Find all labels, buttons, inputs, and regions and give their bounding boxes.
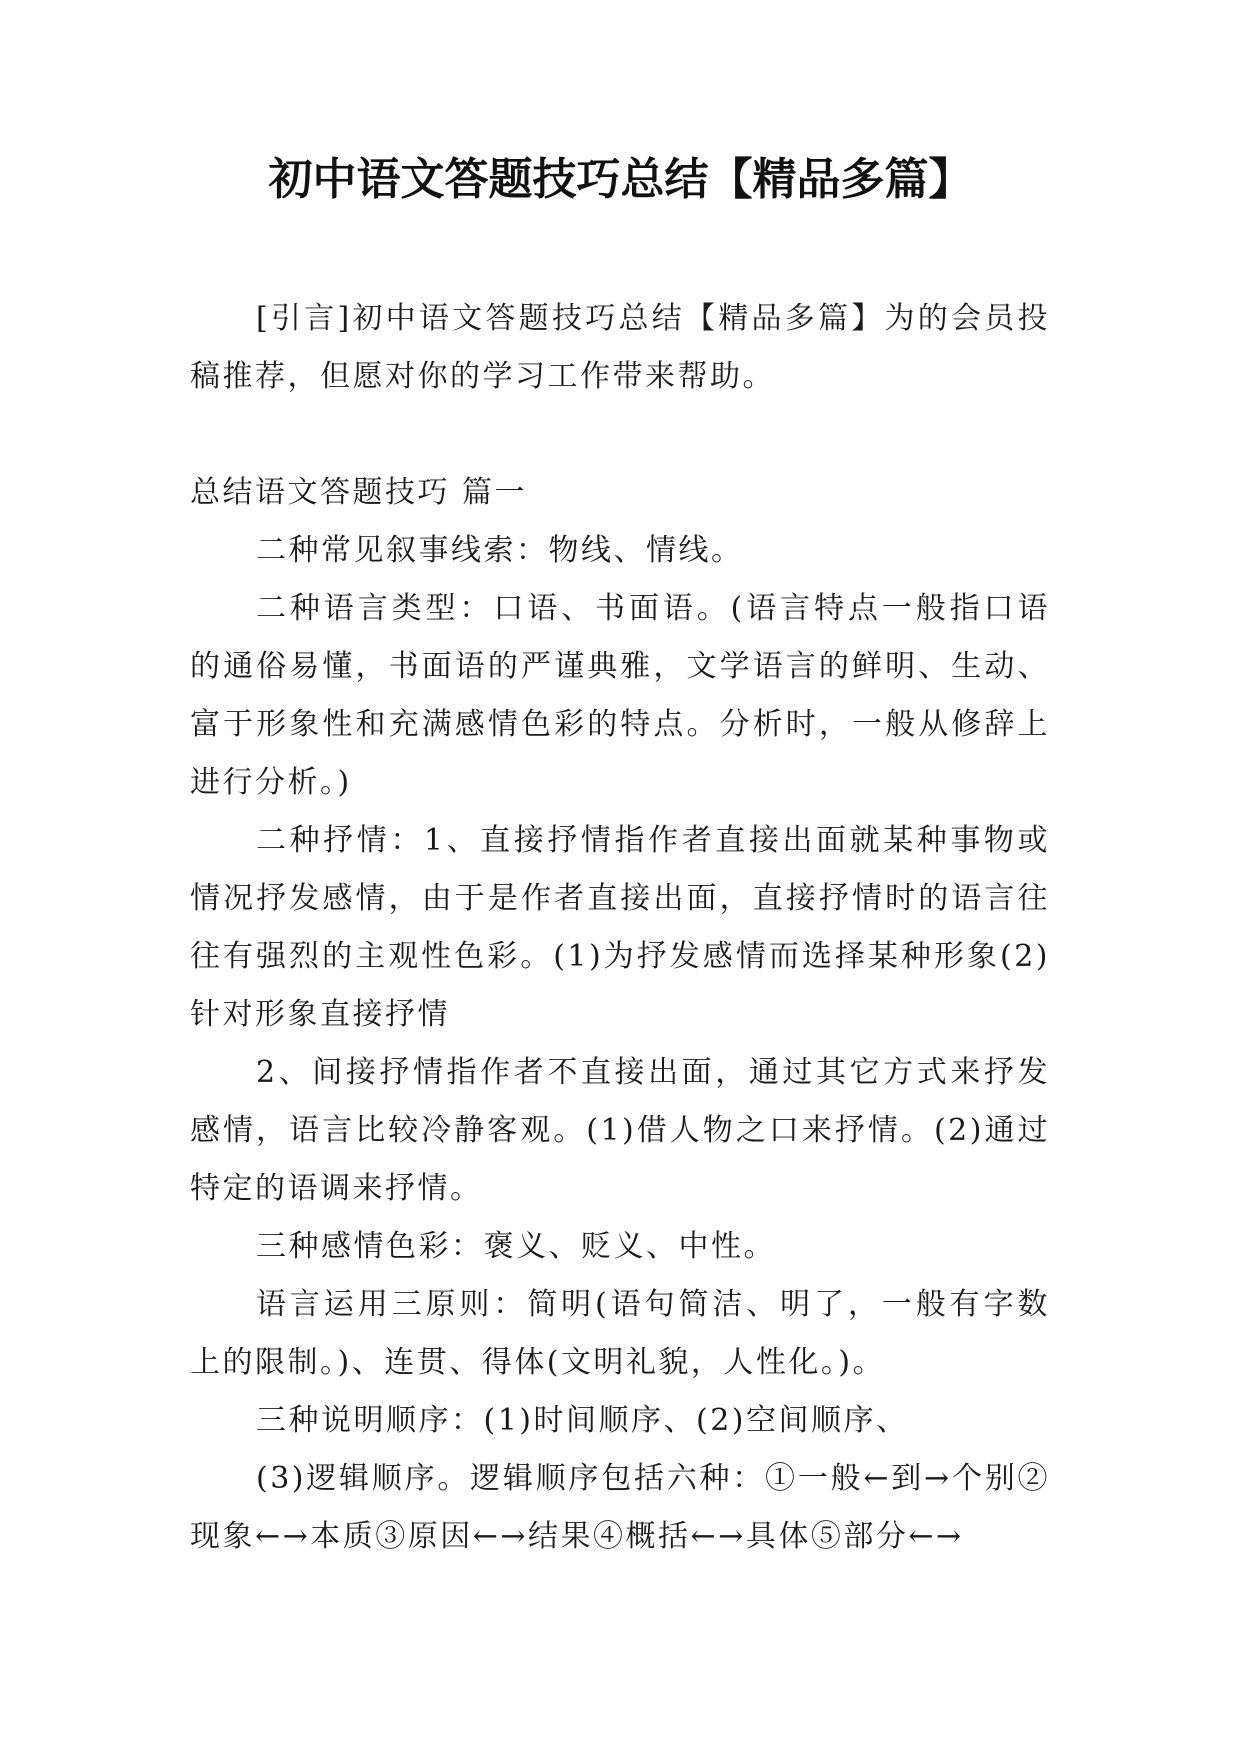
paragraph-logical-order: (3)逻辑顺序。逻辑顺序包括六种：①一般←到→个别②现象←→本质③原因←→结果④概括←→具体⑤部分←→	[190, 1461, 1050, 1554]
section-heading: 总结语文答题技巧 篇一	[190, 475, 528, 510]
document-body	[190, 290, 1050, 1566]
paragraph-explanation-order: 三种说明顺序：(1)时间顺序、(2)空间顺序、	[256, 1403, 909, 1438]
paragraph-language-principles: 语言运用三原则：简明(语句简洁、明了，一般有字数上的限制。)、连贯、得体(文明礼貌，人性化。)。	[190, 1287, 1050, 1380]
paragraph-emotional-colors: 三种感情色彩：褒义、贬义、中性。	[256, 1229, 776, 1264]
paragraph-direct-lyric: 二种抒情：1、直接抒情指作者直接出面就某种事物或情况抒发感情，由于是作者直接出面，直接抒情时的语言往往有强烈的主观性色彩。(1)为抒发感情而选择某种形象(2)针对形象直接抒情	[190, 823, 1050, 1032]
paragraph-indirect-lyric: 2、间接抒情指作者不直接出面，通过其它方式来抒发感情，语言比较冷静客观。(1)借人物之口来抒情。(2)通过特定的语调来抒情。	[190, 1055, 1050, 1206]
paragraph-language-types: 二种语言类型：口语、书面语。(语言特点一般指口语的通俗易懂，书面语的严谨典雅，文学语言的鲜明、生动、富于形象性和充满感情色彩的特点。分析时，一般从修辞上进行分析。)	[190, 591, 1050, 800]
paragraph-narrative-clues: 二种常见叙事线索：物线、情线。	[256, 533, 744, 568]
document-title: 初中语文答题技巧总结【精品多篇】	[268, 154, 973, 205]
intro-paragraph: [引言]初中语文答题技巧总结【精品多篇】为的会员投稿推荐，但愿对你的学习工作带来帮助。	[190, 301, 1050, 394]
